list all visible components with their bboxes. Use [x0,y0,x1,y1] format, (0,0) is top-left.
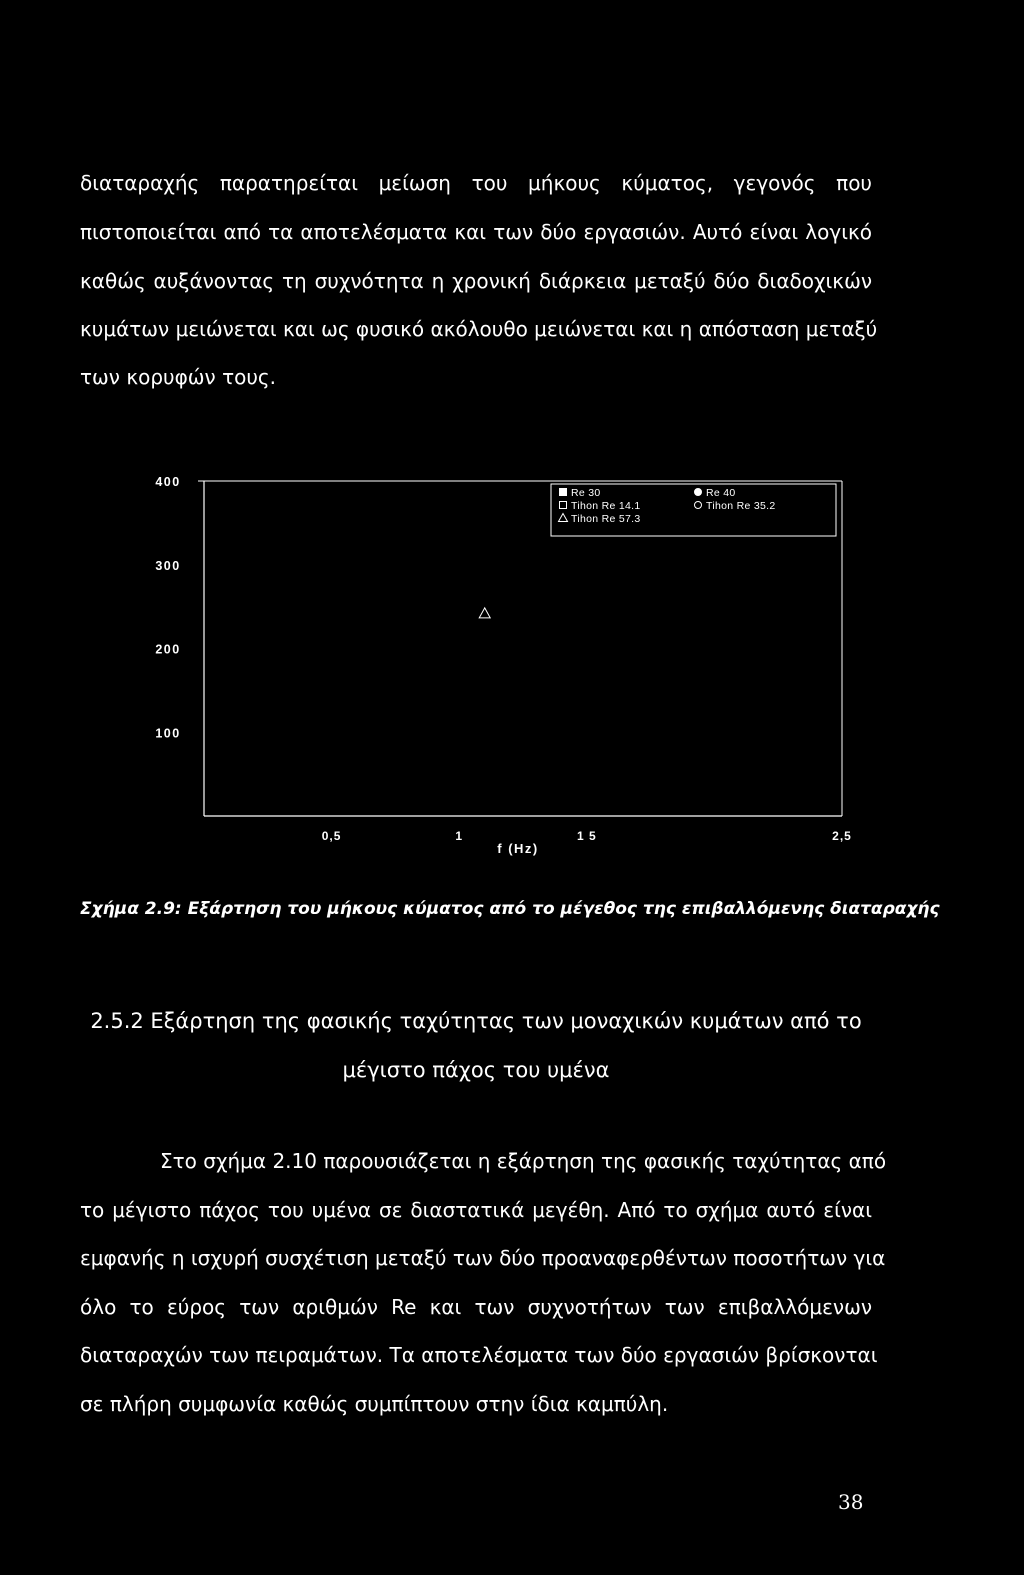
open-triangle-marker [479,608,490,618]
open-triangle-marker [559,514,568,522]
chart-legend [551,484,836,536]
chart-axes [198,481,842,816]
text-line: σε πλήρη συμφωνία καθώς συμπίπτουν στην ίδια καμπύλη. [80,1392,669,1416]
text-line: διαταραχών των πειραμάτων. Τα αποτελέσματα των δύο εργασιών βρίσκονται [80,1343,878,1367]
text-line: όλο το εύρος των αριθμών Re και των συχνοτήτων των επιβαλλόμενων [80,1295,872,1319]
text-line: το μέγιστο πάχος του υμένα σε διαστατικά μεγέθη. Από το σχήμα αυτό είναι [80,1198,872,1222]
legend-label: Tihon Re 35.2 [706,500,776,512]
x-tick-labels [322,829,852,843]
filled-circle-marker [695,489,702,496]
page-number: 38 [838,1490,864,1514]
text-line: κυμάτων μειώνεται και ως φυσικό ακόλουθο μειώνεται και η απόσταση μεταξύ [80,317,878,341]
legend-entry [560,487,601,499]
data-points [479,608,490,618]
y-tick-labels [155,475,180,740]
y-tick-label: 400 [155,475,181,489]
x-tick-label: 0,5 [321,829,342,843]
legend-entry [695,487,736,499]
x-axis-label: f (Hz) [497,841,539,856]
figure-caption: Σχήμα 2.9: Εξάρτηση του μήκους κύματος από το μέγεθος της επιβαλλόμενης διαταραχής [80,899,940,919]
x-tick-label: 2,5 [832,829,852,843]
text-line: καθώς αυξάνοντας τη συχνότητα η χρονική διάρκεια μεταξύ δύο διαδοχικών [80,269,872,293]
legend-entry [559,513,641,525]
legend-label: Re 40 [706,487,736,499]
x-tick-label: 1 [455,829,464,843]
open-square-marker [560,502,567,509]
legend-entry [560,500,641,512]
legend-label: Tihon Re 14.1 [571,500,641,512]
y-tick-label: 200 [155,642,181,657]
text-line: πιστοποιείται από τα αποτελέσματα και των δύο εργασιών. Αυτό είναι λογικό [80,220,872,244]
section-heading-continued: μέγιστο πάχος του υμένα [342,1058,610,1082]
x-tick-label: 1 5 [576,829,597,843]
y-tick-label: 300 [155,558,181,573]
text-line: εμφανής η ισχυρή συσχέτιση μεταξύ των δύο προαναφερθέντων ποσοτήτων για [80,1246,886,1270]
y-tick-label: 100 [155,726,181,741]
legend-entry [695,500,776,512]
text-line: Στο σχήμα 2.10 παρουσιάζεται η εξάρτηση της φασικής ταχύτητας από [160,1149,887,1173]
legend-label: Tihon Re 57.3 [571,513,641,525]
open-circle-marker [695,502,702,509]
text-line: διαταραχής παρατηρείται μείωση του μήκους κύματος, γεγονός που [80,171,872,195]
legend-label: Re 30 [571,487,601,499]
filled-square-marker [560,489,567,496]
text-line: των κορυφών τους. [80,365,277,389]
wavelength-frequency-chart [0,460,1024,880]
section-heading: 2.5.2 Εξάρτηση της φασικής ταχύτητας των μοναχικών κυμάτων από το [90,1009,862,1033]
